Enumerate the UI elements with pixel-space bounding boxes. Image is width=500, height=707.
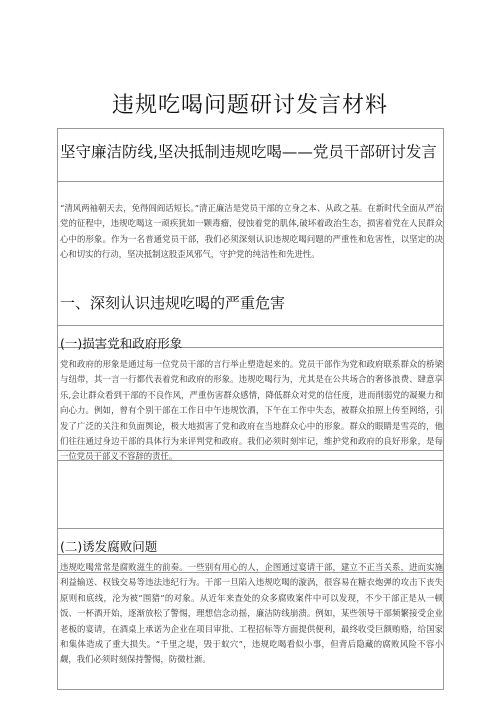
section-heading: 一、深刻认识违规吃喝的严重危害 <box>60 294 286 312</box>
subsection-paragraph: 党和政府的形象是通过每一位党员干部的言行举止塑造起来的。党员干部作为党和政府联系群众的桥梁与纽带，其一言一行都代表着党和政府的形象。违规吃喝行为，尤其是在公共场合的奢侈浪费、肆意享乐,会让群众看到干部的不良作风，严重伤害群众感情，降低群众对党的信任度，进而削弱党的凝聚力和向心力。例如，曾有个别干部在工作日中午违规饮酒，下午在工作中失态，被群众拍照上传至网络，引发了广泛的关注和负面舆论，极大地损害了党和政府在当地群众心中的形象。群众的眼睛是雪亮的，他们往往通过身边干部的具体行为来评判党和政府。我们必须时刻牢记，维护党和政府的良好形象，是每一位党员干部义不容辞的责任。 <box>60 359 443 462</box>
subsection-paragraph: 违规吃喝常常是腐败滋生的前奏。一些别有用心的人，企图通过宴请干部，建立不正当关系，进而实施利益输送、权钱交易等违法违纪行为。干部一旦陷入违规吃喝的漩涡，很容易在糖衣炮弹的攻击下丧失原则和底线，沦为被“围猎”的对象。从近年来查处的众多腐败案件中可以发现，不少干部正是从一顿饭、一杯酒开始，逐渐放松了警惕，理想信念动摇，廉洁防线崩溃。例如，某些领导干部频繁接受企业老板的宴请，在酒桌上承诺为企业在项目审批、工程招标等方面提供便利，最终收受巨额贿赂，给国家和集体造成了重大损失。“千里之堤，毁于蚁穴”，违规吃喝看似小事，但背后隐藏的腐败风险不容小觑，我们必须时刻保持警惕，防微杜渐。 <box>60 562 443 665</box>
document-title: 违规吃喝问题研讨发言材料 <box>111 93 388 118</box>
divider-line <box>57 325 444 326</box>
divider-line <box>57 528 444 529</box>
subsection-heading: (一)损害党和政府形象 <box>60 336 183 351</box>
intro-paragraph: “清风两袖朝天去，免得闾阎话短长。”清正廉洁是党员干部的立身之本、从政之基。在新时代全面从严治党的征程中，违规吃喝这一顽疾犹如一颗毒瘤，侵蚀着党的肌体,破坏着政治生态，损害着党在人民群众心中的形象。作为一名普通党员干部，我们必须深刻认识违规吃喝问题的严重性和危害性，以坚定的决心和切实的行动，坚决抵制这股歪风邪气，守护党的纯洁性和先进性。 <box>60 203 443 260</box>
divider-line <box>57 181 444 182</box>
subsection-heading: (二)诱发腐败问题 <box>60 539 158 554</box>
article-title: 坚守廉洁防线,坚决抵制违规吃喝——党员干部研讨发言 <box>60 143 437 161</box>
